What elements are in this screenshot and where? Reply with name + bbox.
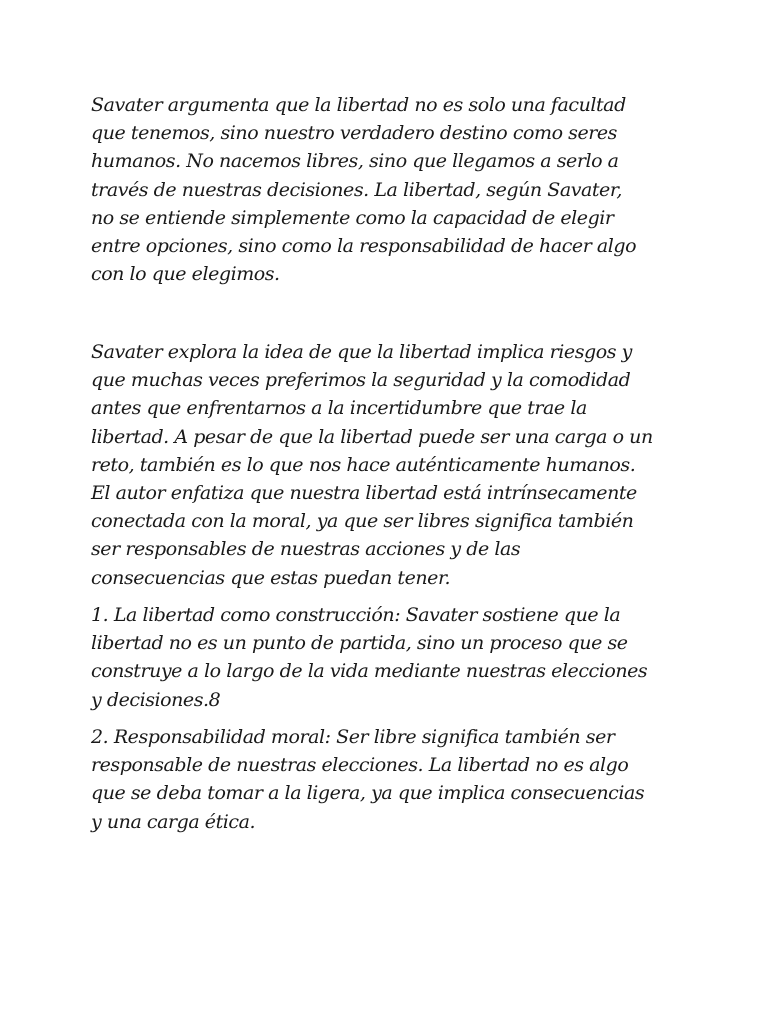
list-item-construction: 1. La libertad como construcción: Savater sostiene que la libertad no es un punto de partida, sino un proceso que se construye a lo largo de la vida mediante nuestras elecciones y decisiones.8 [91, 604, 648, 711]
paragraph-risks: Savater explora la idea de que la libertad implica riesgos y que muchas veces preferimos la seguridad y la comodidad antes que enfrentarnos a la incertidumbre que trae la libertad. A pesar de que la libertad puede ser una carga o un reto, también es lo que nos hace auténticamente humanos. El autor enfatiza que nuestra libertad está intrínsecamente conectada con la moral, ya que ser libres significa también ser responsables de nuestras acciones y de las consecuencias que estas puedan tener. [91, 341, 653, 589]
list-item-responsibility: 2. Responsabilidad moral: Ser libre significa también ser responsable de nuestras elecciones. La libertad no es algo que se deba tomar a la ligera, ya que implica consecuencias y una carga ética. [91, 726, 645, 833]
paragraph-intro: Savater argumenta que la libertad no es solo una facultad que tenemos, sino nuestro verdadero destino como seres humanos. No nacemos libres, sino que llegamos a serlo a través de nuestras decisiones. La libertad, según Savater, no se entiende simplemente como la capacidad de elegir entre opciones, sino como la responsabilidad de hacer algo con lo que elegimos. [91, 94, 637, 286]
